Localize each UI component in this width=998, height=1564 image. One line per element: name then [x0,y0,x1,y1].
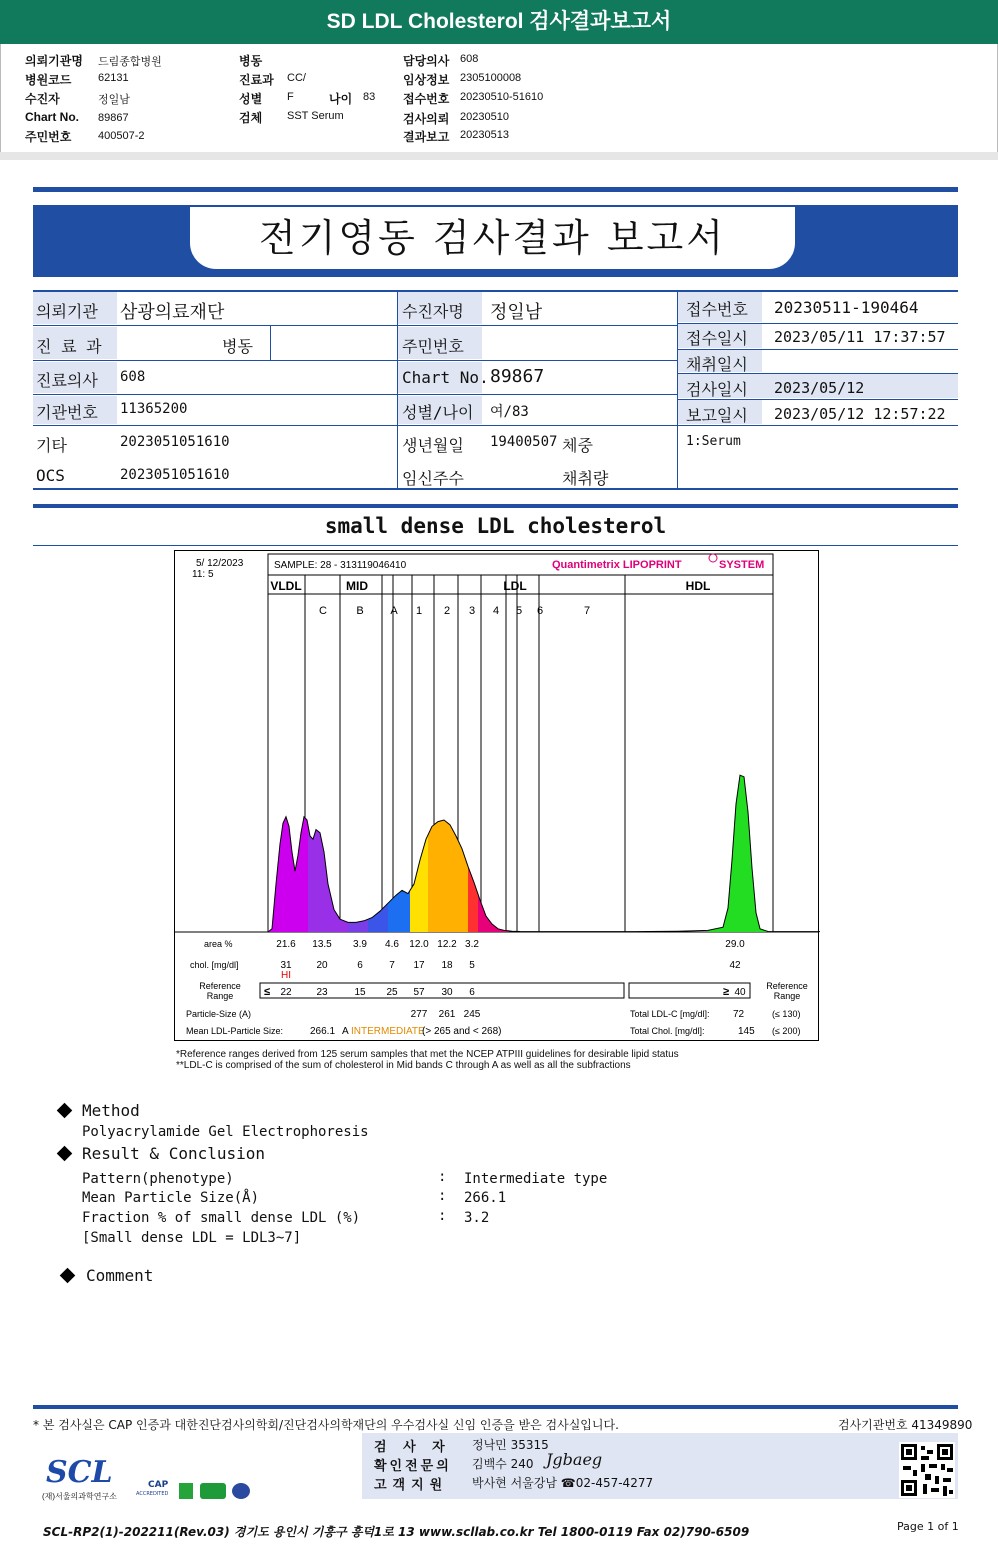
chol-value: 42 [729,960,741,971]
hdl-ref-ge-sign: ≥ [723,986,730,998]
footnote: *Reference ranges derived from 125 serum samples that met the NCEP ATPIII guidelines for desirable lipid status [176,1049,679,1060]
chol-row-label: chol. [mg/dl] [190,960,239,970]
ref-value: 57 [413,987,425,998]
header-value: CC/ [287,72,306,84]
signoff-label: 검 사 자 [374,1440,451,1455]
header-separator [0,152,998,160]
result-value: 3.2 [464,1210,490,1226]
band-label: C [319,605,327,617]
report-title: 전기영동 검사결과 보고서 [190,207,795,269]
chol-value: 31 [280,960,292,971]
table-top-rule [33,290,958,292]
chart-heading: small dense LDL cholesterol [324,514,667,538]
band-label: 5 [515,605,523,617]
col-divider [270,326,271,360]
ref-label: Range [206,991,234,1001]
total-ldl-label: Total LDL-C [mg/dl]: [630,1009,710,1019]
result-label: Pattern(phenotype) [82,1171,234,1187]
particle-size-value: 261 [438,1009,456,1020]
header-value: 드림종합병원 [98,56,162,68]
sexage-value: 여/83 [490,404,529,420]
result-colon: : [438,1208,447,1224]
group-label: HDL [685,579,711,593]
header-label: 진료과 [239,73,274,87]
cert-logos [134,1479,254,1503]
particle-size-value: 245 [463,1009,481,1020]
group-label: VLDL [270,579,302,593]
area-value: 3.9 [353,939,367,950]
title-top-rule [33,187,958,192]
inst-no-label: 기관번호 [36,403,98,422]
table-bottom-rule [33,488,958,490]
header-label: 주민번호 [25,130,72,144]
footer-address: SCL-RP2(1)-202211(Rev.03) 경기도 용인시 기흥구 흥덕1로 13 www.scllab.co.kr Tel 1800-0119 Fax 02)790-6509 [43,1525,750,1539]
chart-sample: SAMPLE: 28 - 313119046410 [274,560,407,571]
ref-value: 15 [354,987,366,998]
ref-le-sign: ≤ [264,986,271,998]
chart-frame [175,551,819,1041]
chart-no-label: Chart No. [402,368,489,387]
chart-section-rule [33,504,958,508]
header-value: 608 [460,53,479,65]
total-ldl-value: 72 [733,1009,745,1020]
etc-label: 기타 [36,436,67,455]
birth-value: 19400507 [490,434,558,450]
row-divider [33,394,678,395]
ref-label: Reference [766,981,808,991]
cap-logo-text: CAP [148,1480,169,1490]
header-value: 62131 [98,72,129,84]
patient-value: 정일남 [490,302,543,323]
header-label: 검체 [239,111,263,125]
total-chol-label: Total Chol. [mg/dl]: [630,1026,705,1036]
area-value: 12.0 [409,939,429,950]
chart-time: 11: 5 [192,569,214,580]
page-number: Page 1 of 1 [897,1520,959,1533]
ref-label: Range [773,991,801,1001]
row-divider [678,349,958,350]
doctor-value: 608 [120,369,146,385]
col-divider [677,292,678,488]
header-label: 담당의사 [403,54,450,68]
header-value: 89867 [98,112,129,124]
bullet-diamond-icon [60,1268,76,1284]
result-label: Mean Particle Size(Å) [82,1190,260,1206]
signoff-value: 김백수 240 [472,1457,534,1471]
lipoprint-chart [174,550,820,1044]
signoff-label: 확인전문의 [374,1459,452,1474]
header-value: 정일남 [98,94,130,106]
bullet-diamond-icon [57,1146,73,1162]
chol-value: 7 [389,960,395,971]
inst-no-value: 11365200 [120,401,188,417]
eqa-logo-icon [200,1483,226,1499]
header-label: 결과보고 [403,130,450,144]
doctor-label: 진료의사 [36,371,98,390]
ref-value: 30 [441,987,453,998]
sexage-label: 성별/나이 [402,403,474,422]
chol-value: 17 [413,960,425,971]
qr-code-icon [899,1442,955,1498]
dept-value: 병동 [222,337,253,356]
ocs-value: 2023051051610 [120,467,230,483]
weight-label: 체중 [562,436,593,455]
mean-size-class: INTERMEDIATE [351,1026,425,1037]
mean-size-unit: A [342,1026,349,1037]
receipt-time-label: 접수일시 [686,329,748,348]
header-label: 임상정보 [403,73,450,87]
lab-number: 검사기관번호 41349890 [838,1418,973,1432]
header-label: 의뢰기관명 [25,54,83,68]
receipt-no-label: 접수번호 [686,300,748,319]
rrn-label: 주민번호 [402,337,464,356]
particle-size-value: 277 [410,1009,428,1020]
ref-value: 25 [386,987,398,998]
chart-system-suffix: SYSTEM [719,559,765,571]
total-chol-ref: (≤ 200) [772,1026,801,1036]
test-date-value: 2023/05/12 [774,379,865,397]
report-time-value: 2023/05/12 12:57:22 [774,405,946,423]
cap-logo-sub: ACCREDITED [136,1491,169,1497]
ref-label: Reference [199,981,241,991]
report-banner-title: SD LDL Cholesterol 검사결과보고서 [0,0,998,44]
nrg-logo-icon [232,1483,250,1499]
comment-heading: Comment [86,1266,154,1285]
header-info-panel [0,44,998,155]
row-divider [33,325,678,326]
signature: Jgbaeg [546,1450,603,1469]
header-value: 2305100008 [460,72,522,84]
header-value: 20230513 [460,129,509,141]
collect-label: 채취일시 [686,355,748,374]
test-date-label: 검사일시 [686,380,748,399]
band-label: B [356,605,364,617]
header-label: 검사의뢰 [403,112,450,126]
band-label: 1 [415,605,423,617]
result-colon: : [438,1188,447,1204]
method-text: Polyacrylamide Gel Electrophoresis [82,1124,369,1140]
result-colon: : [438,1169,447,1185]
header-value: F [287,91,294,103]
header-label: 성별 [239,92,263,106]
result-label: Fraction % of small dense LDL (%) [82,1210,361,1226]
receipt-time-value: 2023/05/11 17:37:57 [774,328,946,346]
header-value: 20230510-51610 [460,91,544,103]
header-label: 병원코드 [25,73,72,87]
footnote: **LDL-C is comprised of the sum of cholesterol in Mid bands C through A as well as all the subfractions [176,1060,631,1071]
row-divider [33,425,678,426]
receipt-no-value: 20230511-190464 [774,298,919,317]
result-note: [Small dense LDL = LDL3~7] [82,1230,302,1246]
chol-value: 18 [441,960,453,971]
total-ldl-ref: (≤ 130) [772,1009,801,1019]
header-label: 병동 [239,54,263,68]
institution-label: 의뢰기관 [36,302,98,321]
chol-value: 6 [357,960,363,971]
area-value: 3.2 [465,939,479,950]
band-label: 3 [468,605,476,617]
result-heading: Result & Conclusion [82,1144,266,1163]
area-value: 21.6 [276,939,296,950]
high-flag: HI [281,970,291,981]
header-label: 접수번호 [403,92,450,106]
band-label: 4 [492,605,500,617]
age-label: 나이 [329,92,353,106]
result-value: 266.1 [464,1190,507,1206]
area-value: 29.0 [725,939,745,950]
chart-heading-rule [33,545,958,546]
kfda-logo-icon [179,1483,193,1499]
signoff-value: 정낙민 35315 [472,1438,549,1452]
institution-value: 삼광의료재단 [120,302,225,323]
mean-size-label: Mean LDL-Particle Size: [186,1026,284,1036]
row-divider [33,360,678,361]
ref-value: 6 [469,987,475,998]
bullet-diamond-icon [57,1103,73,1119]
area-row-label: area % [204,939,233,949]
method-heading: Method [82,1101,140,1120]
chart-system-name: Quantimetrix LIPOPRINT [552,559,682,571]
scl-logo-sub: (재)서울의과학연구소 [42,1492,117,1501]
header-value: 20230510 [460,111,509,123]
mean-size-value: 266.1 [310,1026,336,1037]
header-value: SST Serum [287,110,344,122]
band-label: 2 [443,605,451,617]
hdl-ref-value: 40 [734,987,746,998]
chart-footnotes [176,1049,679,1071]
preg-label: 임신주수 [402,469,464,488]
ocs-label: OCS [36,466,65,485]
header-label: 수진자 [25,92,60,106]
signoff-value: 박사현 서울강남 ☎02-457-4277 [472,1476,654,1490]
chol-value: 5 [469,960,475,971]
ref-value: 23 [316,987,328,998]
band-label: A [390,605,398,617]
chart-date: 5/ 12/2023 [196,558,244,569]
header-value: 400507-2 [98,130,145,142]
header-label: Chart No. [25,110,79,124]
row-divider [678,323,958,324]
group-label: LDL [503,579,527,593]
birth-label: 생년월일 [402,436,464,455]
band-label: 7 [583,605,591,617]
result-value: Intermediate type [464,1171,608,1187]
age-value: 83 [363,91,376,103]
area-value: 12.2 [437,939,457,950]
mean-size-range: (> 265 and < 268) [422,1026,502,1037]
particle-size-label: Particle-Size (A) [186,1009,252,1019]
report-time-label: 보고일시 [686,406,748,425]
scl-logo: SCL [46,1455,113,1490]
band-label: 6 [536,605,544,617]
etc-value: 2023051051610 [120,434,230,450]
total-chol-value: 145 [738,1026,755,1037]
specimen-value: 1:Serum [686,434,741,449]
chol-value: 20 [316,960,328,971]
chart-no-value: 89867 [490,366,545,387]
amount-label: 채취량 [562,469,609,488]
patient-label: 수진자명 [402,302,464,321]
footer-rule [33,1405,958,1409]
col-divider [397,292,398,488]
ref-value: 22 [280,987,292,998]
area-value: 4.6 [385,939,399,950]
group-label: MID [346,579,368,593]
area-value: 13.5 [312,939,332,950]
certification-notice: * 본 검사실은 CAP 인증과 대한진단검사의학회/진단검사의학재단의 우수검사실 신임 인증을 받은 검사실입니다. [33,1418,619,1432]
dept-label: 진 료 과 [36,337,102,356]
signoff-label: 고객지원 [374,1478,449,1493]
